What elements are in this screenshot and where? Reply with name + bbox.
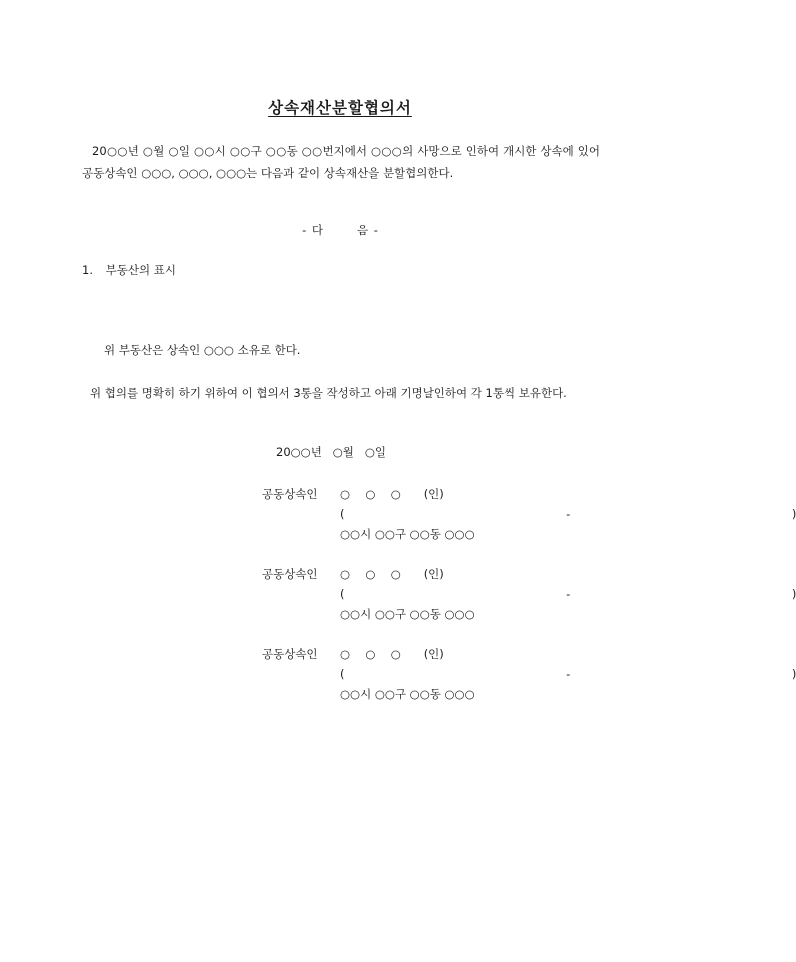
- confirmation-paragraph: 위 협의를 명확히 하기 위하여 이 협의서 3통을 작성하고 아래 기명날인하여 각 1통씩 보유한다.: [90, 386, 567, 400]
- real-estate-section: [82, 262, 176, 278]
- document-title: 상속재산분할협의서: [268, 99, 412, 117]
- party-name-seal: ○ ○ ○ (인): [340, 567, 444, 581]
- party-role: 공동상속인: [262, 567, 318, 581]
- party-address: ○○시 ○○구 ○○동 ○○○: [340, 607, 475, 621]
- party-address: ○○시 ○○구 ○○동 ○○○: [340, 687, 475, 701]
- ownership-statement: 위 부동산은 상속인 ○○○ 소유로 한다.: [104, 343, 301, 357]
- party-block: [262, 644, 796, 704]
- party-block: [262, 564, 796, 624]
- section-label: 부동산의 표시: [105, 263, 176, 277]
- party-name-seal: ○ ○ ○ (인): [340, 647, 444, 661]
- party-block: [262, 484, 796, 544]
- intro-paragraph: 20○○년 ○월 ○일 ○○시 ○○구 ○○동 ○○번지에서 ○○○의 사망으로 인하여 개시한 상속에 있어 공동상속인 ○○○, ○○○, ○○○는 다음과 같이 상속재산을 분할협의한다.: [82, 144, 600, 180]
- party-id-number: ( - ): [340, 507, 796, 521]
- section-heading-da-eum: - 다 음 -: [302, 223, 378, 237]
- party-id-number: ( - ): [340, 587, 796, 601]
- section-number: 1.: [82, 263, 93, 277]
- party-name-seal: ○ ○ ○ (인): [340, 487, 444, 501]
- party-role: 공동상속인: [262, 487, 318, 501]
- party-role: 공동상속인: [262, 647, 318, 661]
- agreement-date: 20○○년 ○월 ○일: [276, 445, 387, 459]
- party-id-number: ( - ): [340, 667, 796, 681]
- party-address: ○○시 ○○구 ○○동 ○○○: [340, 527, 475, 541]
